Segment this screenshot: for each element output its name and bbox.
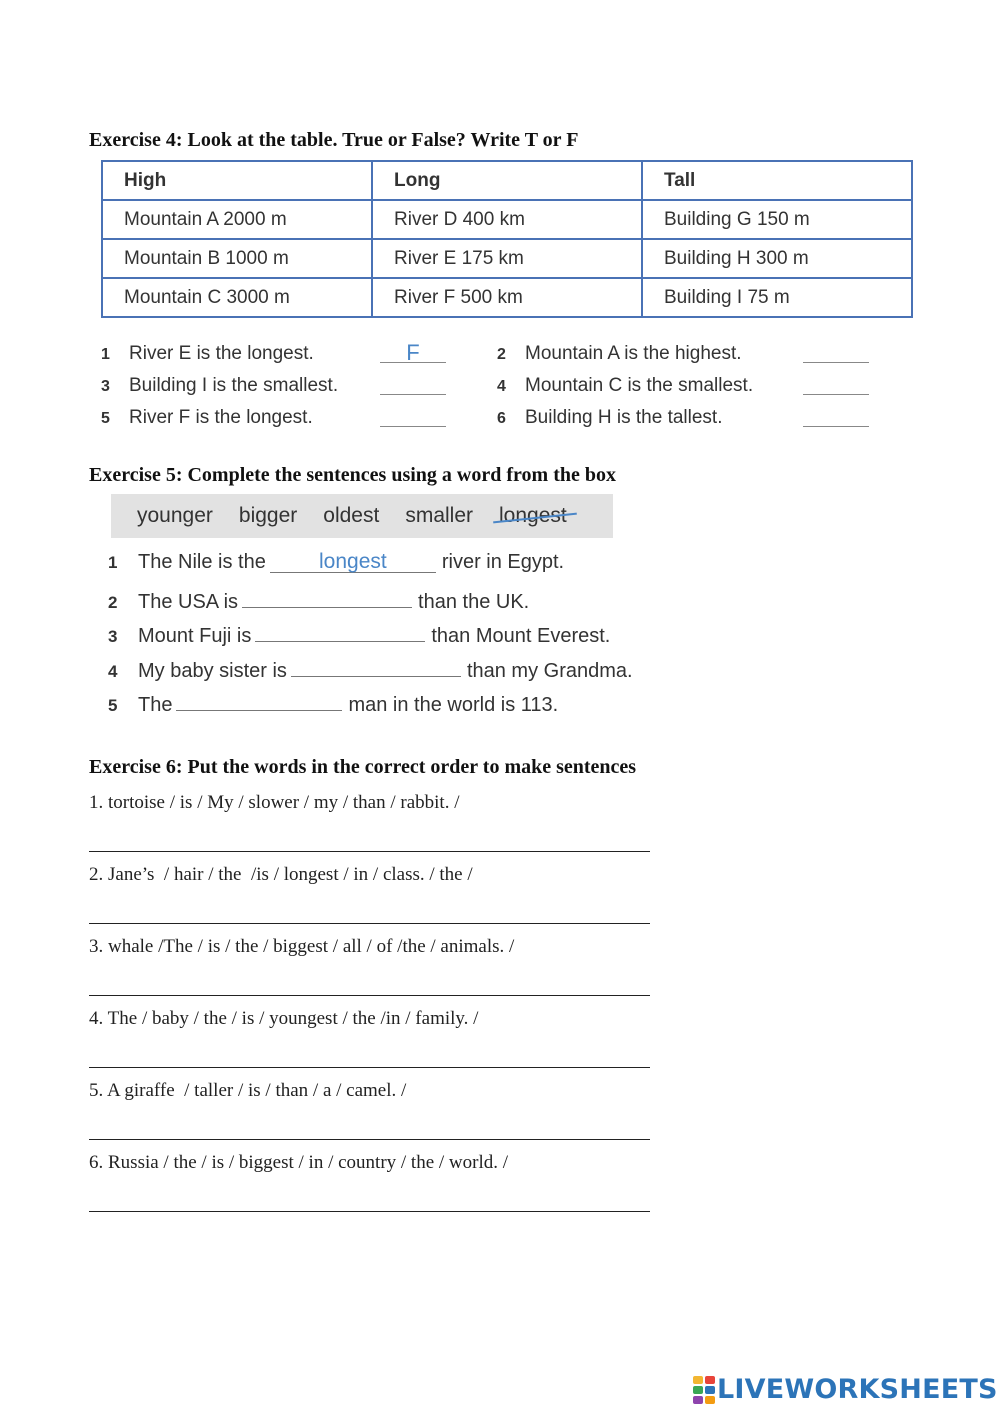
item-text: Building H is the tallest. <box>525 407 723 428</box>
answer-line-2[interactable] <box>89 923 650 924</box>
table-row <box>102 278 912 317</box>
sentence-item-1 <box>108 550 564 574</box>
item-text: River E is the longest. <box>129 343 314 364</box>
item-number: 2 <box>497 346 506 363</box>
sentence-item-3 <box>108 619 610 648</box>
answer-line-5[interactable] <box>89 1139 650 1140</box>
item-text: Building I is the smallest. <box>129 375 339 396</box>
item-number: 3 <box>108 627 118 646</box>
liveworksheets-logo <box>693 1374 998 1405</box>
sentence-end: river in Egypt. <box>441 551 565 573</box>
logo-mark-icon <box>693 1376 715 1404</box>
item-number: 4 <box>497 378 506 395</box>
sentence-start: Mount Fuji is <box>138 625 252 647</box>
table-cell: Building H 300 m <box>642 239 912 278</box>
tf-answer-input-2[interactable] <box>803 340 869 363</box>
table-cell: Building G 150 m <box>642 200 912 239</box>
tf-answer-input-1[interactable]: F <box>380 340 446 363</box>
sentence-start: My baby sister is <box>138 660 287 682</box>
table-row <box>102 200 912 239</box>
answer-line-6[interactable] <box>89 1211 650 1212</box>
item-number: 6 <box>497 410 506 427</box>
tf-answer-input-5[interactable] <box>380 404 446 427</box>
scrambled-sentence-3: 3. whale /The / is / the / biggest / all / of /the / animals. / <box>89 936 515 957</box>
table-cell: Building I 75 m <box>642 278 912 317</box>
item-text: River F is the longest. <box>129 407 313 428</box>
word-box-item-used: longest <box>499 504 567 527</box>
table-header-row <box>102 161 912 200</box>
word-box-item: bigger <box>238 504 298 527</box>
sentence-answer-input-4[interactable] <box>291 654 461 677</box>
logo-tile <box>693 1386 703 1394</box>
tf-item-6 <box>497 407 723 429</box>
logo-tile <box>705 1396 715 1404</box>
tf-answer-input-4[interactable] <box>803 372 869 395</box>
logo-tile <box>705 1376 715 1384</box>
scrambled-sentence-2: 2. Jane’s / hair / the /is / longest / in / class. / the / <box>89 864 473 885</box>
sentence-answer-input-5[interactable] <box>176 688 342 711</box>
logo-tile <box>693 1376 703 1384</box>
item-number: 5 <box>101 410 110 427</box>
word-box-item: oldest <box>323 504 380 527</box>
item-number: 5 <box>108 696 118 715</box>
scrambled-sentence-5: 5. A giraffe / taller / is / than / a / camel. / <box>89 1080 407 1101</box>
sentence-answer-input-2[interactable] <box>242 585 412 608</box>
comparison-table <box>101 160 913 318</box>
table-cell: River D 400 km <box>372 200 642 239</box>
table-header-tall: Tall <box>642 161 912 200</box>
exercise-6-heading: Exercise 6: Put the words in the correct order to make sentences <box>89 756 637 778</box>
scrambled-sentence-6: 6. Russia / the / is / biggest / in / country / the / world. / <box>89 1152 509 1173</box>
sentence-end: man in the world is 113. <box>348 694 559 716</box>
item-text: Mountain C is the smallest. <box>525 375 754 396</box>
logo-text: LIVEWORKSHEETS <box>717 1374 998 1405</box>
sentence-answer-input-3[interactable] <box>255 619 425 642</box>
sentence-start: The <box>138 694 173 716</box>
word-box <box>111 494 613 538</box>
item-text: Mountain A is the highest. <box>525 343 742 364</box>
tf-item-5 <box>101 407 313 429</box>
sentence-start: The USA is <box>138 591 239 613</box>
logo-tile <box>705 1386 715 1394</box>
item-number: 1 <box>101 346 110 363</box>
exercise-4-heading: Exercise 4: Look at the table. True or False? Write T or F <box>89 129 579 151</box>
sentence-item-4 <box>108 654 633 683</box>
item-number: 1 <box>108 553 118 572</box>
sentence-item-5 <box>108 688 558 717</box>
table-cell: River F 500 km <box>372 278 642 317</box>
tf-answer-input-6[interactable] <box>803 404 869 427</box>
table-cell: Mountain B 1000 m <box>102 239 372 278</box>
sentence-answer-input-1[interactable]: longest <box>270 550 436 573</box>
table-cell: Mountain A 2000 m <box>102 200 372 239</box>
word-box-item: younger <box>137 504 213 527</box>
item-number: 3 <box>101 378 110 395</box>
answer-line-1[interactable] <box>89 851 650 852</box>
sentence-end: than Mount Everest. <box>431 625 611 647</box>
table-header-long: Long <box>372 161 642 200</box>
table-cell: Mountain C 3000 m <box>102 278 372 317</box>
logo-tile <box>693 1396 703 1404</box>
tf-answer-input-3[interactable] <box>380 372 446 395</box>
table-row <box>102 239 912 278</box>
exercise-5-heading: Exercise 5: Complete the sentences using a word from the box <box>89 464 616 486</box>
sentence-item-2 <box>108 585 529 614</box>
table-header-high: High <box>102 161 372 200</box>
scrambled-sentence-1: 1. tortoise / is / My / slower / my / than / rabbit. / <box>89 792 460 813</box>
item-number: 4 <box>108 662 118 681</box>
tf-item-4 <box>497 375 753 397</box>
tf-item-3 <box>101 375 338 397</box>
answer-line-4[interactable] <box>89 1067 650 1068</box>
table-cell: River E 175 km <box>372 239 642 278</box>
sentence-end: than my Grandma. <box>466 660 633 682</box>
sentence-end: than the UK. <box>418 591 530 613</box>
word-box-item: smaller <box>405 504 474 527</box>
scrambled-sentence-4: 4. The / baby / the / is / youngest / the /in / family. / <box>89 1008 479 1029</box>
answer-line-3[interactable] <box>89 995 650 996</box>
sentence-start: The Nile is the <box>138 551 266 573</box>
item-number: 2 <box>108 593 118 612</box>
tf-item-1 <box>101 343 314 365</box>
tf-item-2 <box>497 343 742 365</box>
